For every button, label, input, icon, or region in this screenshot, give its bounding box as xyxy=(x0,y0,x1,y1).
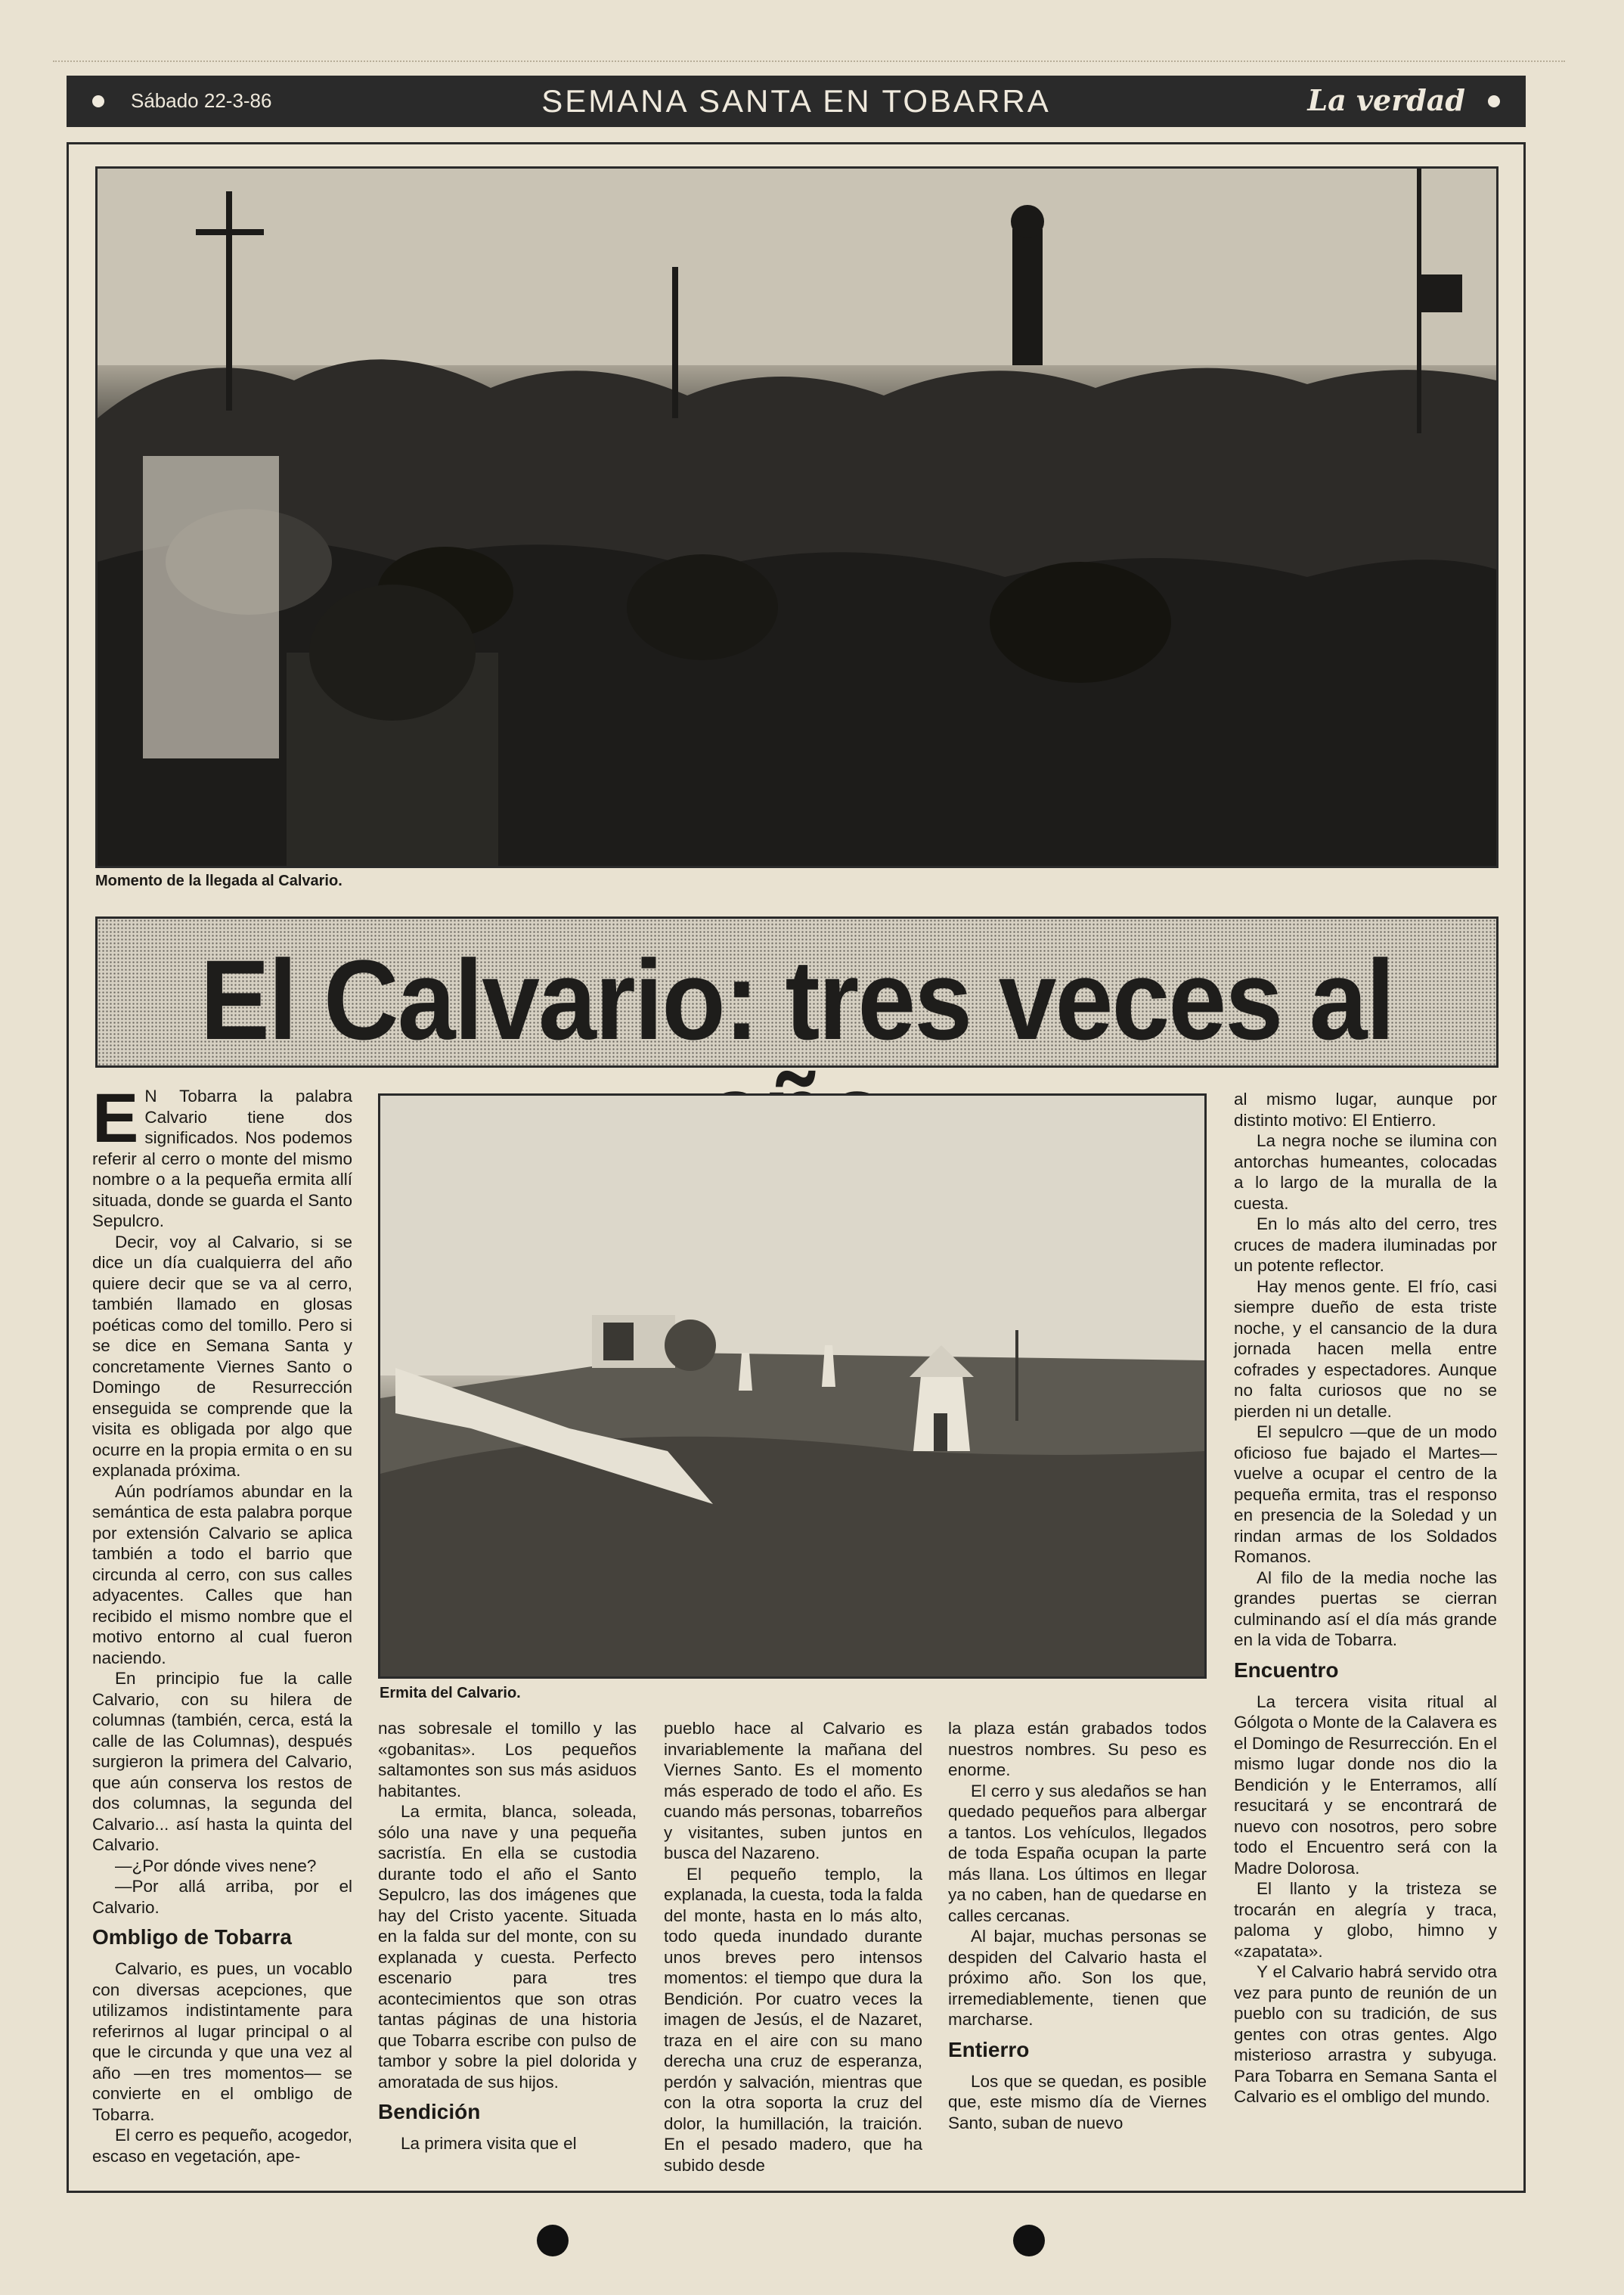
paragraph: En principio fue la calle Calvario, con su hilera de columnas (también, cerca, está la calle de las Columnas), después surgieron la primera del Calvario, que aún conserva los restos de dos columnas, la segunda del Calvario... así hasta la quinta del Calvario. xyxy=(92,1669,352,1854)
subheading: Bendición xyxy=(378,2100,481,2123)
article-column-4 xyxy=(948,1718,1207,2133)
page-header xyxy=(67,76,1526,127)
headline: El Calvario: tres veces al xyxy=(200,936,1394,1063)
newspaper-logo: La verdad xyxy=(1307,83,1465,117)
paragraph: la plaza están grabados todos nuestros nombres. Su peso es enorme. xyxy=(948,1719,1207,1779)
hermitage-photo xyxy=(378,1093,1207,1679)
paragraph: —Por allá arriba, por el Calvario. xyxy=(92,1877,352,1917)
article-column-1 xyxy=(92,1080,352,2166)
paragraph: El cerro es pequeño, acogedor, escaso en vegetación, ape- xyxy=(92,2126,352,2166)
paragraph: pueblo hace al Calvario es invariablemente la mañana del Viernes Santo. Es el momento más esperado de todo el año. Es cuando más personas, tobarreños y visitantes, suben juntos en busca del Nazareno. xyxy=(664,1719,922,1862)
paragraph: En lo más alto del cerro, tres cruces de madera iluminadas por un potente reflector. xyxy=(1234,1214,1497,1275)
page-edge-dots xyxy=(53,60,1565,65)
drop-cap: E xyxy=(92,1080,139,1157)
photo-caption: Ermita del Calvario. xyxy=(380,1685,521,1701)
paragraph: Y el Calvario habrá servido otra vez para punto de reunión de un pueblo con su tradición, de sus gentes con otras gentes. Algo misterioso arrastra y subyuga. Para Tobarra en Semana Santa el Calvario es el ombligo del mundo. xyxy=(1234,1962,1497,2106)
section-title: SEMANA SANTA EN TOBARRA xyxy=(541,83,1051,119)
subheading: Entierro xyxy=(948,2037,1030,2061)
paragraph: El sepulcro —que de un modo oficioso fue bajado el Martes— vuelve a ocupar el centro de la pequeña ermita, tras el responso en presencia de la Soledad y un rindan armas de los Soldados Romanos. xyxy=(1234,1422,1497,1566)
subheading: Ombligo de Tobarra xyxy=(92,1925,292,1949)
binder-hole xyxy=(537,2225,569,2256)
paragraph: La tercera visita ritual al Gólgota o Monte de la Calavera es el Domingo de Resurrección. En el mismo lugar donde nos dio la Bendición y le Enterramos, allí resucitará y se encontrará de nuevo con nosotros, pero sobre todo el Encuentro será con la Madre Dolorosa. xyxy=(1234,1692,1497,1878)
procession-photo xyxy=(95,166,1498,868)
paragraph: Al filo de la media noche las grandes puertas se cierran culminando así el día más grande en la vida de Tobarra. xyxy=(1234,1568,1497,1649)
paragraph: La ermita, blanca, soleada, sólo una nave y una pequeña sacristía. En ella se custodia durante todo el año el Santo Sepulcro, las dos imágenes que hay del Cristo yacente. Situada en la falda sur del monte, con su explanada y cuesta. Perfecto escenario para tres acontecimientos que son otras tantas páginas de una historia que Tobarra escribe con pulso de tambor y sobre la piel dolorida y amoratada de sus hijos. xyxy=(378,1802,637,2092)
paragraph: El cerro y sus aledaños se han quedado pequeños para albergar a tantos. Los vehículos, llegados de toda España ocupan la parte más llana. Los últimos en llegar ya no caben, han de quedarse en calles cercanas. xyxy=(948,1781,1207,1925)
photo-caption: Momento de la llegada al Calvario. xyxy=(95,873,342,889)
bullet-icon xyxy=(1488,95,1500,107)
paragraph: Al bajar, muchas personas se despiden del Calvario hasta el próximo año. Son los que, irremediablemente, tienen que marcharse. xyxy=(948,1927,1207,2029)
subheading: Encuentro xyxy=(1234,1658,1339,1682)
paragraph: Aún podríamos abundar en la semántica de esta palabra porque por extensión Calvario se aplica también a todo el barrio que circunda al cerro, con sus calles adyacentes. Calles que han recibido el mismo nombre que el motivo entorno al cual fueron naciendo. xyxy=(92,1481,352,1667)
hermitage-illustration xyxy=(380,1096,1204,1676)
paragraph: nas sobresale el tomillo y las «gobanitas». Los pequeños saltamontes son sus más asiduos habitantes. xyxy=(378,1719,637,1800)
article-column-2 xyxy=(378,1718,637,2154)
article-column-5 xyxy=(1234,1089,1497,2107)
paragraph: al mismo lugar, aunque por distinto motivo: El Entierro. xyxy=(1234,1090,1497,1130)
issue-date: Sábado 22-3-86 xyxy=(131,89,272,112)
paragraph: Calvario, es pues, un vocablo con diversas acepciones, que utilizamos indistintamente para referirnos al lugar principal o al que le circunda y que una vez al año —en tres momentos— se convierte en el ombligo de Tobarra. xyxy=(92,1959,352,2124)
paragraph: La negra noche se ilumina con antorchas humeantes, colocadas a lo largo de la muralla de la cuesta. xyxy=(1234,1131,1497,1213)
crowd-illustration xyxy=(98,169,1496,866)
binder-hole xyxy=(1013,2225,1045,2256)
paragraph: El pequeño templo, la explanada, la cuesta, toda la falda del monte, hasta en lo más alto, todo queda inundado durante unos breves pero intensos momentos: el tiempo que dura la Bendición. Por cuatro veces la imagen de Jesús, el de Nazaret, traza en el aire con su mano derecha una cruz de esperanza, perdón y salvación, mientras que con la otra soporta la cruz del dolor, la humillación, la traición. En el pesado madero, que ha subido desde xyxy=(664,1864,922,2175)
paragraph: E N Tobarra la palabra Calvario tiene dos significados. Nos podemos referir al cerro o monte del mismo nombre o a la pequeña ermita allí situada, donde se guarda el Santo Sepulcro. xyxy=(92,1080,352,1230)
paragraph: Los que se quedan, es posible que, este mismo día de Viernes Santo, suban de nuevo xyxy=(948,2071,1207,2132)
headline-box xyxy=(95,916,1498,1068)
paragraph: Decir, voy al Calvario, si se dice un día cualquierra del año quiere decir que se va al cerro, también llamado en glosas poéticas como del tomillo. Pero si se dice en Semana Santa y concretamente Viernes Santo o Domingo de Resurrección enseguida se comprende que la visita es obligada por algo que ocurre en la propia ermita o en su explanada próxima. xyxy=(92,1232,352,1480)
paragraph: La primera visita que el xyxy=(401,2134,577,2153)
article-column-3 xyxy=(664,1718,922,2176)
paragraph: —¿Por dónde vives nene? xyxy=(115,1856,317,1875)
paragraph: El llanto y la tristeza se trocarán en alegría y traca, paloma y globo, himno y «zapatata». xyxy=(1234,1879,1497,1961)
paragraph: Hay menos gente. El frío, casi siempre dueño de esta triste noche, y el cansancio de la dura jornada hacen mella entre cofrades y espectadores. Aunque no falta curiosos que no se pierden ni un detalle. xyxy=(1234,1276,1497,1421)
